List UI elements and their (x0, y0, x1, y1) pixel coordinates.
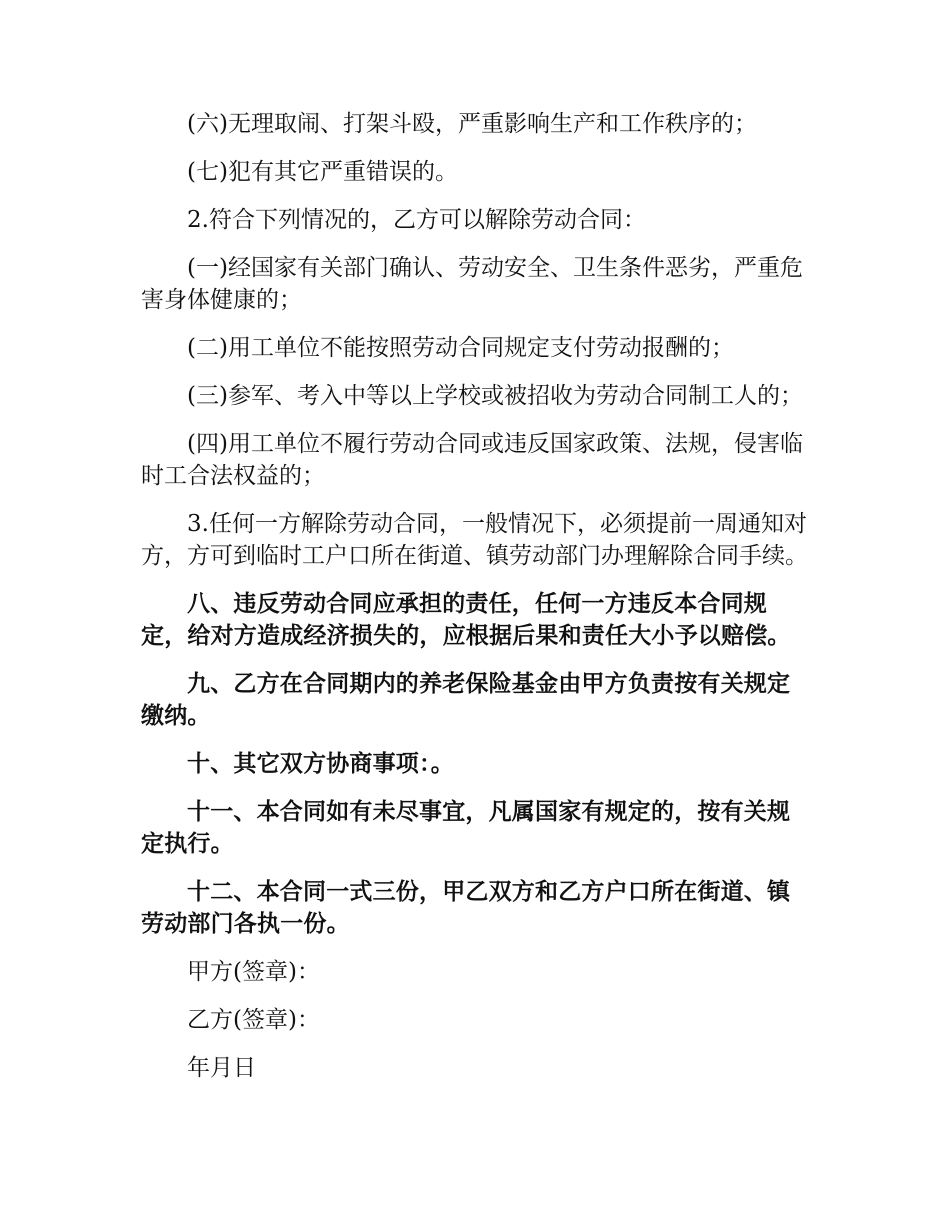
clause-2-item-1: (一)经国家有关部门确认、劳动安全、卫生条件恶劣，严重危害身体健康的； (141, 255, 803, 313)
section-10-other-matters: 十、其它双方协商事项：。 (187, 751, 454, 777)
section-8-liability: 八、违反劳动合同应承担的责任，任何一方违反本合同规定，给对方造成经济损失的，应根据后果和责任大小予以赔偿。 (141, 591, 791, 649)
signature-party-a: 甲方(签章)： (187, 959, 320, 985)
clause-2-heading: 2.符合下列情况的，乙方可以解除劳动合同： (187, 207, 646, 233)
document-body (141, 108, 809, 1100)
section-12-copies: 十二、本合同一式三份，甲乙双方和乙方户口所在街道、镇劳动部门各执一份。 (141, 879, 791, 937)
signature-date: 年月日 (187, 1055, 256, 1081)
clause-2-item-2: (二)用工单位不能按照劳动合同规定支付劳动报酬的； (187, 335, 734, 361)
clause-2-item-4: (四)用工单位不履行劳动合同或违反国家政策、法规，侵害临时工合法权益的； (141, 431, 803, 489)
section-11-unresolved: 十一、本合同如有未尽事宜，凡属国家有规定的，按有关规定执行。 (141, 799, 791, 857)
clause-item-7: (七)犯有其它严重错误的。 (187, 159, 458, 185)
clause-item-6: (六)无理取闹、打架斗殴，严重影响生产和工作秩序的； (187, 111, 757, 137)
clause-2-item-3: (三)参军、考入中等以上学校或被招收为劳动合同制工人的； (187, 383, 803, 409)
signature-party-b: 乙方(签章)： (187, 1007, 320, 1033)
clause-3: 3.任何一方解除劳动合同，一般情况下，必须提前一周通知对方，方可到临时工户口所在街道、镇劳动部门办理解除合同手续。 (141, 511, 808, 569)
section-9-pension: 九、乙方在合同期内的养老保险基金由甲方负责按有关规定缴纳。 (141, 671, 791, 729)
